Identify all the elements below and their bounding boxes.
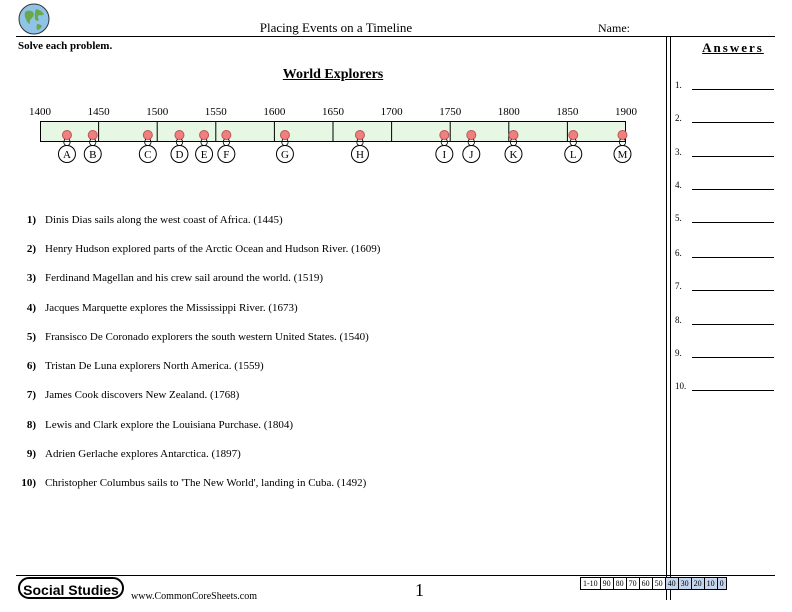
timeline-marker-B (84, 131, 101, 163)
question-number: 5) (26, 331, 36, 343)
marker-letter: A (62, 149, 71, 161)
answer-number: 8. (675, 315, 682, 325)
answer-blank[interactable] (692, 122, 774, 123)
score-cell: 0 (717, 578, 726, 590)
tick-label: 1550 (204, 106, 227, 118)
marker-connector (223, 139, 229, 146)
score-cell: 60 (639, 578, 652, 590)
timeline-marker-H (351, 131, 368, 163)
marker-connector (510, 139, 516, 146)
question-text: Henry Hudson explored parts of the Arctic Ocean and Hudson River. (1609) (45, 243, 381, 255)
score-table (580, 577, 727, 590)
timeline-marker-A (58, 131, 75, 163)
score-cell: 50 (652, 578, 665, 590)
score-cell: 30 (678, 578, 691, 590)
question-text: Christopher Columbus sails to 'The New World', landing in Cuba. (1492) (45, 477, 367, 489)
marker-dot (175, 131, 184, 140)
answer-number: 3. (675, 147, 682, 157)
answer-blank[interactable] (692, 324, 774, 325)
question-text: James Cook discovers New Zealand. (1768) (45, 389, 240, 401)
worksheet-title: World Explorers (282, 67, 384, 82)
tick-label: 1850 (556, 106, 579, 118)
marker-connector (570, 139, 576, 146)
question-text: Adrien Gerlache explores Antarctica. (1897) (45, 448, 241, 460)
marker-connector (64, 139, 70, 146)
answer-column-divider-inner (670, 37, 671, 600)
answer-number: 6. (675, 248, 682, 258)
tick-label: 1500 (146, 106, 169, 118)
question-text: Ferdinand Magellan and his crew sail around the world. (1519) (45, 272, 323, 284)
marker-letter: G (280, 149, 289, 161)
header-divider (16, 36, 775, 37)
answer-blank[interactable] (692, 257, 774, 258)
marker-dot (355, 131, 364, 140)
marker-letter: C (144, 149, 152, 161)
marker-letter: B (89, 149, 97, 161)
tick-label: 1650 (322, 106, 344, 118)
question-number: 3) (26, 272, 36, 284)
answers-title: Answers (702, 40, 764, 55)
marker-dot (280, 131, 289, 140)
page-title: Placing Events on a Timeline (259, 20, 413, 35)
marker-connector (441, 139, 447, 146)
marker-connector (619, 139, 625, 146)
marker-letter: M (617, 149, 628, 161)
question-number: 6) (26, 360, 36, 372)
answer-blank[interactable] (692, 156, 774, 157)
timeline-marker-J (463, 131, 480, 163)
question-text: Tristan De Luna explorers North America. (1559) (45, 360, 264, 372)
timeline-markers (0, 121, 666, 171)
tick-label: 1400 (29, 106, 51, 118)
marker-connector (201, 139, 207, 146)
tick-label: 1450 (87, 106, 110, 118)
tick-label: 1800 (497, 106, 520, 118)
score-cell: 20 (691, 578, 704, 590)
score-cell: 90 (600, 578, 613, 590)
name-label: Name: (598, 21, 630, 35)
answer-blank[interactable] (692, 189, 774, 190)
instructions: Solve each problem. (18, 40, 113, 52)
tick-label: 1750 (439, 106, 462, 118)
marker-letter: D (175, 149, 184, 161)
subject-badge: Social Studies (18, 577, 124, 599)
score-cell: 80 (613, 578, 626, 590)
marker-dot (509, 131, 518, 140)
answer-column-divider (666, 37, 667, 600)
marker-connector (145, 139, 151, 146)
marker-dot (569, 131, 578, 140)
question-text: Jacques Marquette explores the Mississippi River. (1673) (45, 302, 298, 314)
question-text: Fransisco De Coronado explorers the south western United States. (1540) (45, 331, 369, 343)
answer-blank[interactable] (692, 290, 774, 291)
tick-label: 1600 (263, 106, 286, 118)
footer-divider (16, 575, 775, 576)
marker-letter: J (469, 149, 474, 161)
marker-letter: K (509, 149, 518, 161)
score-cell: 1-10 (581, 578, 601, 590)
answer-number: 10. (675, 381, 687, 391)
question-text: Dinis Dias sails along the west coast of Africa. (1445) (45, 214, 283, 226)
question-number: 9) (26, 448, 36, 460)
timeline-marker-L (565, 131, 582, 163)
marker-letter: L (569, 149, 577, 161)
answer-number: 9. (675, 348, 682, 358)
marker-connector (90, 139, 96, 146)
question-number: 2) (26, 243, 36, 255)
question-number: 10) (21, 477, 36, 489)
question-text: Lewis and Clark explore the Louisiana Purchase. (1804) (45, 419, 294, 431)
marker-dot (143, 131, 152, 140)
score-cell: 40 (665, 578, 678, 590)
marker-dot (440, 131, 449, 140)
timeline-marker-M (614, 131, 631, 163)
marker-dot (618, 131, 627, 140)
marker-dot (88, 131, 97, 140)
page-number: 1 (415, 580, 424, 600)
question-number: 8) (26, 419, 36, 431)
timeline-marker-D (171, 131, 188, 163)
marker-letter: H (355, 149, 364, 161)
question-number: 1) (26, 214, 36, 226)
marker-letter: F (223, 149, 230, 161)
answer-number: 4. (675, 180, 682, 190)
website-link[interactable]: www.CommonCoreSheets.com (131, 591, 258, 602)
answer-number: 5. (675, 213, 682, 223)
answer-number: 7. (675, 281, 682, 291)
answer-blank[interactable] (692, 222, 774, 223)
marker-dot (200, 131, 209, 140)
timeline-marker-C (139, 131, 156, 163)
answer-blank[interactable] (692, 357, 774, 358)
timeline-marker-I (436, 131, 453, 163)
answer-number: 2. (675, 113, 682, 123)
marker-dot (467, 131, 476, 140)
answer-blank[interactable] (692, 390, 774, 391)
timeline-marker-F (218, 131, 235, 163)
marker-connector (357, 139, 363, 146)
timeline-marker-E (196, 131, 213, 163)
question-number: 4) (26, 302, 36, 314)
tick-label: 1700 (380, 106, 403, 118)
timeline-marker-G (276, 131, 293, 163)
answer-blank[interactable] (692, 89, 774, 90)
timeline-marker-K (505, 131, 522, 163)
marker-connector (468, 139, 474, 146)
marker-dot (222, 131, 231, 140)
score-cell: 10 (704, 578, 717, 590)
marker-connector (282, 139, 288, 146)
marker-connector (176, 139, 182, 146)
question-number: 7) (26, 389, 36, 401)
answer-number: 1. (675, 80, 682, 90)
marker-letter: I (442, 149, 447, 161)
score-cell: 70 (626, 578, 639, 590)
tick-label: 1900 (615, 106, 637, 118)
marker-letter: E (200, 149, 208, 161)
marker-dot (62, 131, 71, 140)
